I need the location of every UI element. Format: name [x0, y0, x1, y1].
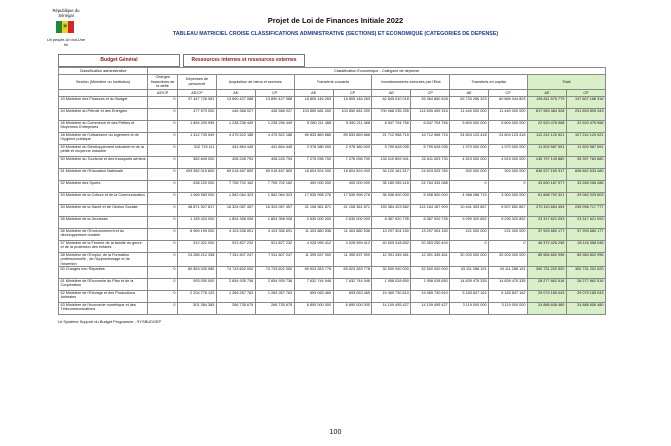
value-cell: 8 387 520 735 [411, 216, 450, 228]
value-cell: 300 731 202 520 [528, 267, 567, 279]
value-cell: 3 300 000 000 [489, 192, 528, 204]
value-cell: 37 993 680 177 [566, 228, 605, 240]
value-cell: 37 447 726 081 [178, 96, 217, 108]
value-cell: 22 611 593 730 [411, 156, 450, 168]
value-cell: 16 712 968 715 [411, 132, 450, 144]
value-cell: 29 062 025 603 [566, 192, 605, 204]
value-cell: 300 731 202 520 [566, 267, 605, 279]
value-cell: 636 927 169 317 [528, 168, 567, 180]
value-cell: 12 391 345 461 [372, 252, 411, 266]
value-cell: 32 500 000 000 [372, 267, 411, 279]
value-cell: 10 441 303 867 [450, 204, 489, 216]
value-cell: 0 [148, 267, 178, 279]
value-cell: 69 523 283 778 [333, 267, 372, 279]
value-cell: 0 [148, 303, 178, 315]
category-header: Charges financières de la dette [148, 75, 178, 90]
value-cell: 0 [489, 240, 528, 252]
senegal-logo [46, 8, 86, 48]
value-cell: 1 155 423 000 [178, 216, 217, 228]
table-row [59, 240, 606, 252]
section-name-cell: 52 Ministère des Sports [59, 180, 148, 192]
empty-header-cell [59, 89, 148, 96]
table-row [59, 216, 606, 228]
value-cell: 35 397 783 680 [566, 156, 605, 168]
value-cell: 912 321 000 [178, 240, 217, 252]
value-cell: 74 743 602 000 [216, 267, 255, 279]
table-row [59, 96, 606, 108]
value-cell: 7 708 702 162 [216, 180, 255, 192]
value-cell: 40 609 318 652 [372, 240, 411, 252]
value-cell: 8 387 520 735 [372, 216, 411, 228]
value-cell: 2 654 935 736 [255, 279, 294, 291]
section-name-cell: 58 Ministère de l'Emploi, de la Formation professionnelle , de l'Apprentissage et de l'Insertion [59, 252, 148, 266]
value-cell: 400 000 000 [294, 180, 333, 192]
value-cell: 112 242 120 521 [528, 132, 567, 144]
value-cell: 7 708 702 162 [255, 180, 294, 192]
category-header: Transferts en capital [450, 75, 528, 90]
value-cell: 63 733 286 323 [450, 96, 489, 108]
value-cell: 0 [148, 291, 178, 303]
value-cell: 0 [148, 96, 178, 108]
category-header: Dépenses de personnel [178, 75, 217, 90]
value-cell: 266 735 675 [255, 303, 294, 315]
value-cell: 48 871 927 817 [178, 204, 217, 216]
subheader-cell: CP [333, 89, 372, 96]
value-cell: 60 889 044 803 [489, 96, 528, 108]
value-cell: 17 535 998 276 [294, 192, 333, 204]
value-cell: 28 277 862 516 [566, 279, 605, 291]
value-cell: 302 000 000 [450, 168, 489, 180]
budget-matrix-table [58, 67, 606, 315]
table-row [59, 120, 606, 132]
value-cell: 11 403 880 536 [333, 228, 372, 240]
value-cell: 11 440 000 000 [489, 108, 528, 120]
document-title: Projet de Loi de Finances Initiale 2022 [267, 16, 404, 25]
value-cell: 4 475 522 188 [216, 132, 255, 144]
value-cell: 4 475 522 188 [255, 132, 294, 144]
subheader-cell: CP [411, 89, 450, 96]
value-cell: 5 080 211 468 [333, 120, 372, 132]
value-cell: 23 317 621 093 [566, 216, 605, 228]
value-cell: 89 833 869 866 [294, 132, 333, 144]
value-cell: 221 000 000 [450, 228, 489, 240]
value-cell: 85 984 802 996 [528, 252, 567, 266]
table-row [59, 279, 606, 291]
value-cell: 9 290 320 852 [489, 216, 528, 228]
value-cell: 13 297 304 150 [372, 228, 411, 240]
value-cell: 21 712 968 715 [372, 132, 411, 144]
country-name: République du Sénégal [52, 8, 80, 18]
value-cell: 14 109 495 427 [411, 303, 450, 315]
value-cell: 2 630 000 000 [294, 216, 333, 228]
value-cell: 606 662 533 480 [566, 168, 605, 180]
table-row [59, 267, 606, 279]
value-cell: 477 579 000 [178, 108, 217, 120]
value-cell: 104 850 681 000 [294, 108, 333, 120]
value-cell: 28 277 862 516 [528, 279, 567, 291]
value-cell: 35 189 265 415 [372, 180, 411, 192]
table-row [59, 180, 606, 192]
subheader-cell: AE [216, 89, 255, 96]
value-cell: 408 245 794 [255, 156, 294, 168]
table-row [59, 303, 606, 315]
section-name-cell: 48 Ministère de l'Urbanisme du logement et de l'hygiène publique [59, 132, 148, 144]
value-cell: 0 [450, 180, 489, 192]
value-cell: 11 395 637 900 [333, 252, 372, 266]
value-cell: 1 804 398 006 [216, 216, 255, 228]
value-cell: 1 854 209 995 [178, 120, 217, 132]
value-cell: 5 799 628 035 [372, 144, 411, 156]
value-cell: 8 969 199 000 [178, 228, 217, 240]
page-number: 100 [329, 429, 342, 436]
section-name-cell: 46 Ministère du Commerce et des Petites et Moyennes Entreprises [59, 120, 148, 132]
value-cell: 14 109 495 427 [372, 303, 411, 315]
value-cell: 89 833 869 866 [333, 132, 372, 144]
value-cell: 446 368 027 [216, 108, 255, 120]
subheader-cell: AE [294, 89, 333, 96]
value-cell: 107 242 120 521 [566, 132, 605, 144]
table-row [59, 291, 606, 303]
value-cell: 153 384 423 582 [372, 204, 411, 216]
value-cell: 2 978 380 000 [333, 144, 372, 156]
value-cell: 0 [148, 120, 178, 132]
value-cell: 34 120 161 517 [372, 168, 411, 180]
value-cell: 24 804 123 418 [450, 132, 489, 144]
value-cell: 17 535 998 276 [333, 192, 372, 204]
value-cell: 0 [148, 156, 178, 168]
table-row [59, 108, 606, 120]
value-cell: 6 890 000 000 [333, 303, 372, 315]
value-cell: 4 968 288 719 [450, 192, 489, 204]
value-cell: 0 [148, 204, 178, 216]
value-cell: 1 238 236 449 [216, 120, 255, 132]
value-cell: 0 [148, 228, 178, 240]
value-cell: 582 849 000 [178, 156, 217, 168]
section-name-cell: 44 Ministère du Pétrole et des Energies [59, 108, 148, 120]
value-cell: 693 063 465 [294, 291, 333, 303]
value-cell: 16 324 087 457 [255, 204, 294, 216]
value-cell: 5 800 000 000 [450, 120, 489, 132]
value-cell: 446 368 027 [255, 108, 294, 120]
table-row [59, 168, 606, 180]
value-cell: 16 324 087 457 [216, 204, 255, 216]
value-cell: 501 384 385 [178, 303, 217, 315]
value-cell: 24 603 525 780 [411, 168, 450, 180]
admin-classification-header: Classification administrative [59, 68, 148, 75]
value-cell: 0 [148, 216, 178, 228]
value-cell: 6 890 000 000 [294, 303, 333, 315]
value-cell: 24 804 123 418 [489, 132, 528, 144]
value-cell: 18 604 524 000 [294, 168, 333, 180]
value-cell: 6 547 794 756 [411, 120, 450, 132]
value-cell: 5 799 628 035 [411, 144, 450, 156]
value-cell: 1 562 064 323 [216, 192, 255, 204]
value-cell: 231 853 895 343 [566, 108, 605, 120]
value-cell: 441 864 445 [216, 144, 255, 156]
value-cell: 29 079 185 043 [566, 291, 605, 303]
value-cell: 5 507 652 867 [489, 204, 528, 216]
coat-of-arms-icon: ★ [56, 19, 76, 37]
value-cell: 2 204 776 120 [178, 291, 217, 303]
value-cell: 700 068 235 255 [372, 108, 411, 120]
value-cell: 22 520 476 968 [566, 120, 605, 132]
value-cell: 4 519 000 000 [489, 156, 528, 168]
value-cell: 1 970 000 000 [489, 144, 528, 156]
value-cell: 312 715 111 [178, 144, 217, 156]
value-cell: 441 864 445 [255, 144, 294, 156]
table-row [59, 204, 606, 216]
value-cell: 69 018 467 800 [255, 168, 294, 180]
value-cell: 1 970 000 000 [450, 144, 489, 156]
subheader-cell: AE [372, 89, 411, 96]
value-cell: 196 811 575 779 [528, 96, 567, 108]
value-cell: 24 764 334 088 [411, 180, 450, 192]
value-cell: 0 [148, 168, 178, 180]
section-name-cell: 43 Ministère des Finances et du Budget [59, 96, 148, 108]
value-cell: 7 632 744 946 [294, 279, 333, 291]
value-cell: 0 [148, 180, 178, 192]
value-cell: 1 958 028 650 [372, 279, 411, 291]
value-cell: 408 245 794 [216, 156, 255, 168]
value-cell: 29 079 185 043 [528, 291, 567, 303]
value-cell: 24 286 212 338 [178, 252, 217, 266]
value-cell: 2 630 000 000 [333, 216, 372, 228]
value-cell: 693 063 465 [333, 291, 372, 303]
value-cell: 41 108 361 871 [294, 204, 333, 216]
value-cell: 921 827 232 [255, 240, 294, 252]
national-motto: Un peuple-Un but-Une foi [47, 38, 85, 47]
value-cell: 0 [450, 240, 489, 252]
value-cell: 18 805 146 263 [294, 96, 333, 108]
section-name-cell: 49 Ministère du Développement industriel et de la petite et moyenne industrie [59, 144, 148, 156]
value-cell: 43 111 288 191 [450, 267, 489, 279]
table-row [59, 156, 606, 168]
value-cell: 46 372 426 296 [528, 240, 567, 252]
subheader-cell: AE/CP [148, 89, 178, 96]
value-cell: 11 502 587 591 [566, 144, 605, 156]
value-cell: 14 839 475 335 [450, 279, 489, 291]
value-cell: 0 [148, 240, 178, 252]
value-cell: 24 886 606 480 [566, 303, 605, 315]
value-cell: 921 827 232 [216, 240, 255, 252]
value-cell: 2 978 380 000 [294, 144, 333, 156]
table-row [59, 144, 606, 156]
section-name-cell: 57 Ministère de la Femme de la famille du genre et de la protection des enfants [59, 240, 148, 252]
value-cell: 0 [489, 180, 528, 192]
value-cell: 235 996 717 777 [566, 204, 605, 216]
value-cell: 817 983 384 328 [528, 108, 567, 120]
total-header: Total [528, 75, 606, 90]
value-cell: 1 238 236 449 [255, 120, 294, 132]
value-cell: 0 [148, 252, 178, 266]
value-cell: 2 654 935 736 [216, 279, 255, 291]
value-cell: 24 886 606 480 [528, 303, 567, 315]
value-cell: 80 853 026 585 [178, 267, 217, 279]
value-cell: 0 [148, 132, 178, 144]
value-cell: 11 502 587 591 [528, 144, 567, 156]
value-cell: 0 [148, 108, 178, 120]
value-cell: 4 103 336 691 [255, 228, 294, 240]
subheader-cell: CP [255, 89, 294, 96]
category-header: Investissements exécutés par l'Etat [372, 75, 450, 90]
value-cell: 19 465 730 610 [372, 291, 411, 303]
section-name-cell: 62 Ministère de l'Elevage et des Productions Animales [59, 291, 148, 303]
category-header: Acquisition de biens et services [216, 75, 294, 90]
value-cell: 0 [148, 144, 178, 156]
value-cell: 62 845 010 018 [372, 96, 411, 108]
value-cell: 7 276 096 700 [333, 156, 372, 168]
subheader-cell: AE [528, 89, 567, 96]
value-cell: 5 183 847 162 [489, 291, 528, 303]
value-cell: 20 353 250 404 [411, 240, 450, 252]
value-cell: 22 520 476 968 [528, 120, 567, 132]
value-cell: 1 065 983 000 [178, 192, 217, 204]
value-cell: 1 958 028 650 [411, 279, 450, 291]
section-name-cell: 61 Ministère de l'Economie du Plan et de la Coopération [59, 279, 148, 291]
section-name-cell: 56 Ministère de l'Environnement et du développement durable [59, 228, 148, 240]
value-cell: 104 850 681 000 [333, 108, 372, 120]
value-cell: 7 276 096 700 [294, 156, 333, 168]
section-name-cell: 53 Ministère de la Culture et de la Communication [59, 192, 148, 204]
value-cell: 23 317 621 093 [528, 216, 567, 228]
value-cell: 14 839 475 335 [489, 279, 528, 291]
section-name-cell: 54 Ministère de la Santé et de l'Action Sociale [59, 204, 148, 216]
value-cell: 1 269 267 763 [255, 291, 294, 303]
value-cell: 13 890 427 088 [255, 96, 294, 108]
table-row [59, 228, 606, 240]
value-cell: 30 200 000 000 [450, 252, 489, 266]
value-cell: 41 108 361 871 [333, 204, 372, 216]
value-cell: 400 000 000 [333, 180, 372, 192]
value-cell: 36 536 500 000 [372, 192, 411, 204]
document-subtitle: TABLEAU MATRICIEL CROISE CLASSIFICATIONS ADMINISTRATIVE (SECTIONS) ET ECONOMIQUE (CATEGORIES DE DEPENSE) [172, 31, 499, 37]
subheader-cell: AE [450, 89, 489, 96]
value-cell: 4 028 959 412 [294, 240, 333, 252]
value-cell: 32 500 000 000 [411, 267, 450, 279]
value-cell: 5 800 000 000 [489, 120, 528, 132]
value-cell: 13 890 427 088 [216, 96, 255, 108]
value-cell: 302 000 000 [489, 168, 528, 180]
table-row [59, 132, 606, 144]
resources-label: Ressources internes et ressources externes [183, 54, 305, 67]
value-cell: 30 200 000 000 [489, 252, 528, 266]
section-name-cell: 50 Ministère du Tourisme et des transports aériens [59, 156, 148, 168]
footer-note: Le Système Support du Budget Programme - SYSBUDGEP [58, 319, 162, 324]
value-cell: 74 743 602 000 [255, 267, 294, 279]
section-name-cell: 63 Ministère de l'économie numérique et des Télécommunications [59, 303, 148, 315]
subheader-cell: CP [489, 89, 528, 96]
value-cell: 26 364 860 628 [411, 96, 450, 108]
section-name-cell: 55 Ministère de la Jeunesse [59, 216, 148, 228]
value-cell: 19 465 730 610 [411, 291, 450, 303]
table-row [59, 252, 606, 266]
value-cell: 114 639 459 316 [411, 108, 450, 120]
value-cell: 11 395 637 900 [294, 252, 333, 266]
section-name-cell: 51 Ministère de l'Education Nationale [59, 168, 148, 180]
economic-classification-header: Classification Economique - Catégorie de dépense [148, 68, 606, 75]
value-cell: 993 050 000 [178, 279, 217, 291]
category-header: Transferts courants [294, 75, 372, 90]
value-cell: 133 010 809 941 [372, 156, 411, 168]
value-cell: 124 184 187 909 [411, 204, 450, 216]
value-cell: 5 183 847 162 [450, 291, 489, 303]
value-cell: 1 412 739 549 [178, 132, 217, 144]
value-cell: 7 511 607 247 [255, 252, 294, 266]
value-cell: 266 735 675 [216, 303, 255, 315]
value-cell: 270 110 654 494 [528, 204, 567, 216]
value-cell: 9 290 320 852 [450, 216, 489, 228]
value-cell: 3 119 000 000 [489, 303, 528, 315]
value-cell: 0 [148, 192, 178, 204]
value-cell: 18 805 146 263 [333, 96, 372, 108]
value-cell: 26 116 358 048 [566, 240, 605, 252]
value-cell: 37 993 680 177 [528, 228, 567, 240]
value-cell: 4 028 959 412 [333, 240, 372, 252]
subheader-cell: AE/CP [178, 89, 217, 96]
value-cell: 0 [148, 279, 178, 291]
value-cell: 1 562 064 323 [255, 192, 294, 204]
value-cell: 11 403 880 536 [294, 228, 333, 240]
value-cell: 493 982 015 800 [178, 168, 217, 180]
value-cell: 12 391 345 461 [411, 252, 450, 266]
value-cell: 69 018 467 800 [216, 168, 255, 180]
section-header: Section (Ministère ou Institution) [59, 75, 148, 90]
value-cell: 5 598 500 000 [411, 192, 450, 204]
value-cell: 69 523 283 778 [294, 267, 333, 279]
value-cell: 61 668 792 321 [528, 192, 567, 204]
value-cell: 43 690 187 577 [528, 180, 567, 192]
budget-label: Budget Général [58, 54, 180, 67]
value-cell: 147 607 188 316 [566, 96, 605, 108]
value-cell: 85 984 802 996 [566, 252, 605, 266]
value-cell: 145 797 149 882 [528, 156, 567, 168]
value-cell: 18 604 524 000 [333, 168, 372, 180]
value-cell: 43 111 288 191 [489, 267, 528, 279]
value-cell: 5 080 211 468 [294, 120, 333, 132]
value-cell: 33 265 256 288 [566, 180, 605, 192]
value-cell: 4 103 336 691 [216, 228, 255, 240]
value-cell: 1 269 267 763 [216, 291, 255, 303]
subheader-cell: CP [566, 89, 605, 96]
value-cell: 8 547 794 756 [372, 120, 411, 132]
value-cell: 3 119 000 000 [450, 303, 489, 315]
value-cell: 4 519 000 000 [450, 156, 489, 168]
value-cell: 7 632 744 946 [333, 279, 372, 291]
value-cell: 7 511 607 247 [216, 252, 255, 266]
value-cell: 11 440 000 000 [450, 108, 489, 120]
value-cell: 13 297 304 150 [411, 228, 450, 240]
table-row [59, 192, 606, 204]
value-cell: 221 000 000 [489, 228, 528, 240]
value-cell: 1 804 398 006 [255, 216, 294, 228]
value-cell: 638 220 000 [178, 180, 217, 192]
section-name-cell: 60 Charges non Réparties [59, 267, 148, 279]
